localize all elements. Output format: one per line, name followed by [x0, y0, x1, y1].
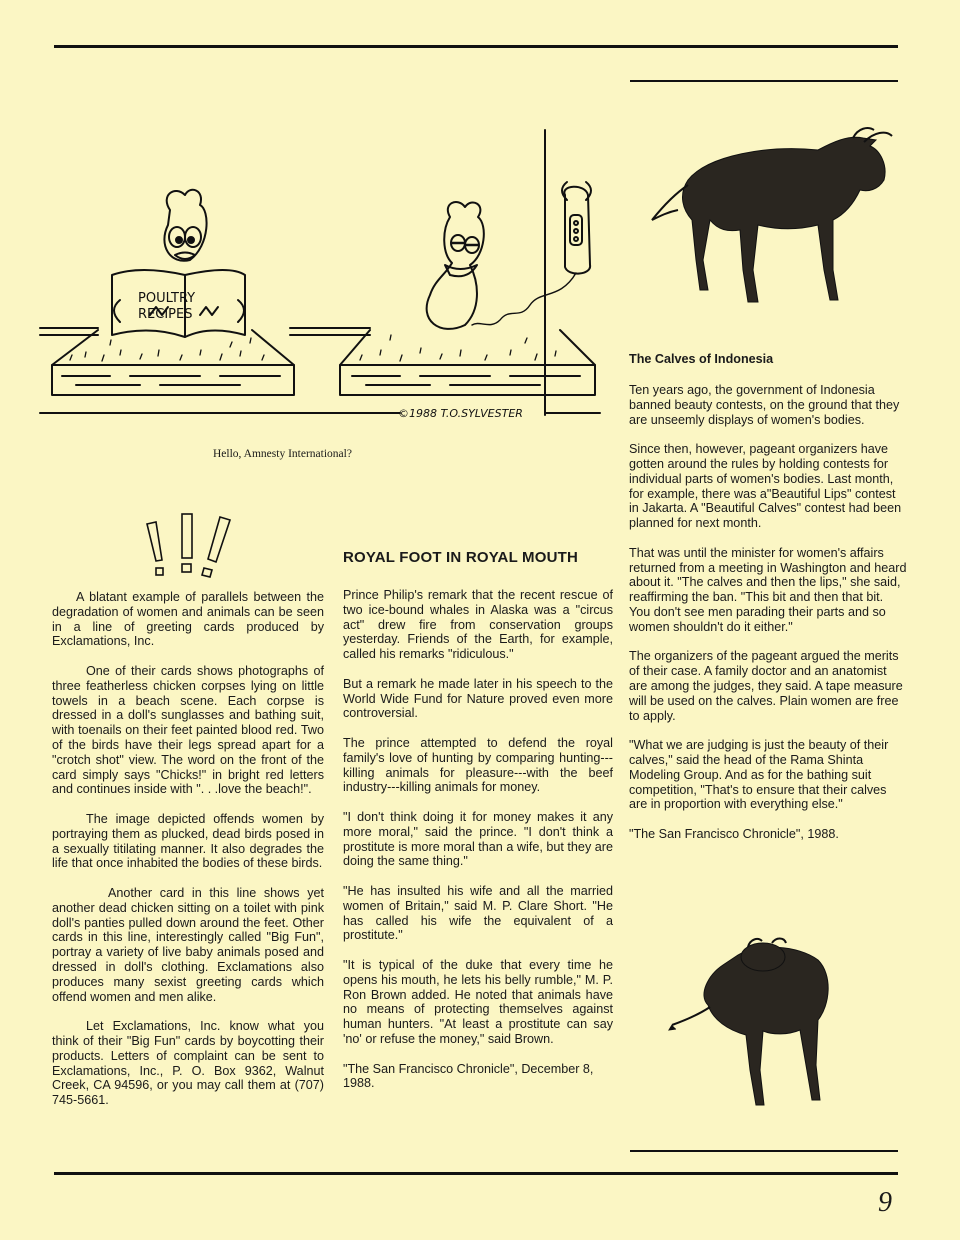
- right-paragraph-1: Ten years ago, the government of Indonesia banned beauty contests, on the ground that they are unseemly displays of women's bodies.: [629, 383, 900, 427]
- left-paragraph-1: A blatant example of parallels between the degradation of women and animals can be seen in a line of greeting cards produced by Exclamations, Inc.: [52, 590, 324, 649]
- middle-paragraph-5: "He has insulted his wife and all the married women of Britain," said M. P. Clare Short. "He has called his wife the equivalent of a prostitute.": [343, 883, 613, 943]
- right-column-bottom-rule: [630, 1150, 898, 1152]
- middle-headline: ROYAL FOOT IN ROYAL MOUTH: [343, 549, 579, 566]
- left-paragraph-3: The image depicted offends women by portraying them as plucked, dead birds posed in a sexually titilating manner. It also degrades the life that once inhabited the bodies of these birds.: [52, 811, 324, 871]
- middle-paragraph-3: The prince attempted to defend the royal family's love of hunting by comparing hunting---killing animals for pleasure---with the beef industry---killing animals for money.: [343, 735, 613, 795]
- right-column: [629, 383, 907, 857]
- middle-paragraph-2: But a remark he made later in his speech to the World Wide Fund for Nature proved even more controversial.: [343, 676, 613, 721]
- middle-paragraph-1: Prince Philip's remark that the recent rescue of two ice-bound whales in Alaska was a "circus act" drew fire from conservation groups yesterday. Friends of the Earth, for example, called his remarks "ridiculous.": [343, 588, 613, 662]
- left-paragraph-4: Another card in this line shows yet another dead chicken sitting on a toilet with pink doll's panties pulled down around the feet. Other cards in this line, interestingly called "Big Fun", portray a variety of live baby animals posed and dressed in doll's clothing. Exclamations also produces many sexist greeting cards which offend women and men alike.: [52, 885, 324, 1004]
- top-rule: [54, 45, 898, 48]
- cartoon-book-title-line1: POULTRY: [138, 291, 196, 306]
- right-paragraph-5: "What we are judging is just the beauty of their calves," said the head of the Rama Shinta Modeling Group. And as for the bathing suit competition, "That's to ensure that their calves are in proportion with everything else.": [629, 738, 889, 812]
- middle-paragraph-4: "I don't think doing it for money makes it any more moral," said the prince. "I don't think a prostitute is more moral than a wife, but they are doing the same thing.": [343, 809, 613, 869]
- exclamation-marks-icon: [144, 512, 234, 582]
- middle-paragraph-6: "It is typical of the duke that every time he opens his mouth, he lets his belly rumble," M. P. Ron Brown added. He noted that animals have no means of protecting themselves against human hunters. "At least a prostitute can say 'no' or refuse the money," said Brown.: [343, 957, 613, 1046]
- middle-column: [343, 588, 613, 1106]
- right-paragraph-6: "The San Francisco Chronicle", 1988.: [629, 826, 839, 841]
- middle-paragraph-7: "The San Francisco Chronicle", December 8, 1988.: [343, 1061, 594, 1091]
- left-column: [52, 590, 324, 1123]
- right-paragraph-4: The organizers of the pageant argued the merits of their case. A family doctor and an anatomist are among the judges, they said. A tape measure will be used on the calves. Plain women are free to apply.: [629, 649, 903, 723]
- left-paragraph-2: One of their cards shows photographs of three featherless chicken corpses lying on little towels in a beach scene. Each corpse is dressed in a doll's sunglasses and bathing suit, with toenails on their feet painted blood red. Two of the birds have their legs spread apart for a "crotch shot" view. The word on the front of the card simply says "Chicks!" in bright red letters and continues inside with ". . .love the beach!".: [52, 663, 324, 797]
- right-paragraph-2: Since then, however, pageant organizers have gotten around the rules by holding contests for individual parts of women's bodies. Last month, for example, there was a"Beautiful Lips" contest in Jakarta. A "Beautiful Calves" contest had been planned for next month.: [629, 442, 902, 531]
- cartoon-caption: Hello, Amnesty International?: [213, 448, 352, 460]
- bull-illustration: [648, 120, 898, 315]
- calf-illustration: [668, 935, 838, 1115]
- right-paragraph-3: That was until the minister for women's affairs returned from a meeting in Washington and heard about it. "The calves and then the lips," she said, reaffirming the ban. "This bit and then that bit. You don't see men parading their parts and so women shouldn't do it either.": [629, 545, 907, 634]
- bottom-rule: [54, 1172, 898, 1175]
- left-paragraph-5: Let Exclamations, Inc. know what you think of their "Big Fun" cards by boycotting their products. Letters of complaint can be sent to Exclamations, Inc., P. O. Box 9362, Walnut Creek, CA 94596, or you may call them at (707) 745-5661.: [52, 1019, 324, 1108]
- cartoon-copyright: ©1988 T.O.SYLVESTER: [398, 407, 523, 420]
- cartoon-book-title-line2: RECIPES: [138, 307, 193, 322]
- right-column-top-rule: [630, 80, 898, 82]
- right-headline: The Calves of Indonesia: [629, 352, 774, 366]
- cartoon-illustration: [40, 125, 600, 425]
- page-number: 9: [878, 1187, 892, 1218]
